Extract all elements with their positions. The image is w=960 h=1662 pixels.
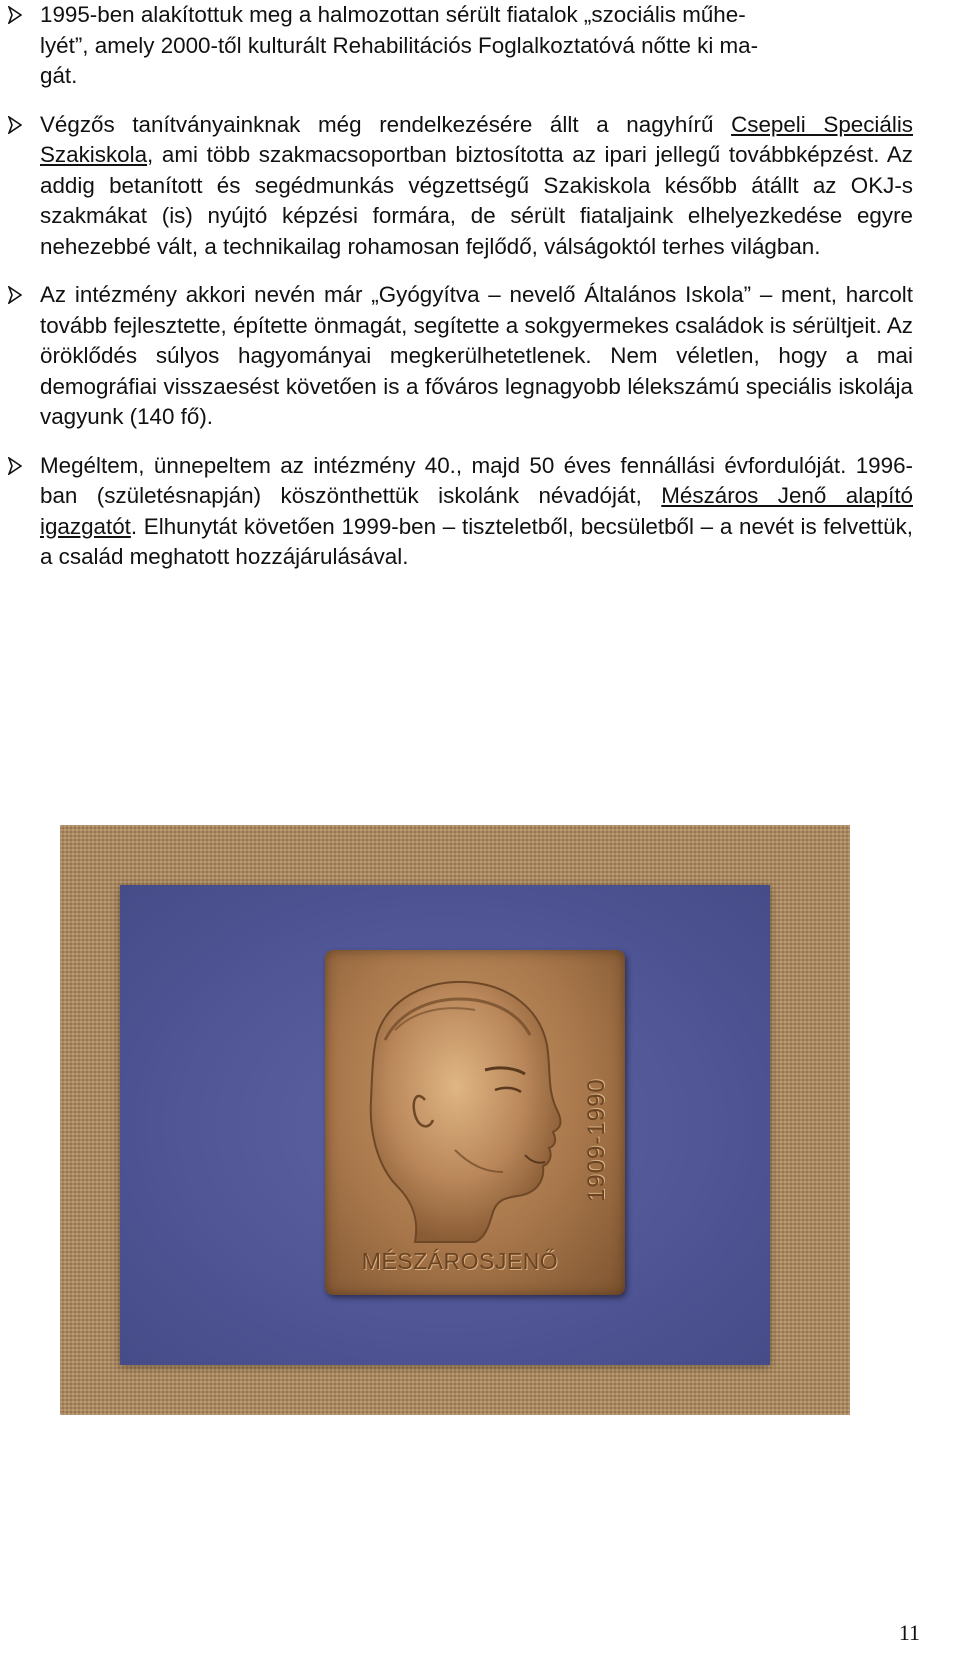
paragraph-1-line-1: 1995-ben alakítottuk meg a halmozottan sérült fiatalok „szociális műhe- <box>40 2 746 27</box>
page-number: 11 <box>898 1620 920 1645</box>
arrowhead-bullet-icon <box>8 457 22 475</box>
paragraph-4-text-before: Megéltem, ünnepeltem az intézmény 40., majd 50 éves fennállási évfordulóját. 1996-ban (születésnapján) köszönthettük iskolánk névadóját, <box>40 452 913 508</box>
csepeli-szakiskola-link[interactable]: Csepeli Speciális Szakiskola <box>40 111 913 167</box>
plaque-photo <box>60 825 850 1415</box>
paragraph-1-line-2: lyét”, amely 2000-től kulturált Rehabilitációs Foglalkoztatóvá nőtte ki ma- <box>40 32 759 58</box>
paragraph-2-text-before: Végzős tanítványainknak még rendelkezésére állt a nagyhírű <box>40 111 732 137</box>
meszaros-jeno-link[interactable]: Mészáros Jenő alapító igazgatót <box>40 483 913 539</box>
bronze-plaque <box>325 950 625 1295</box>
plaque-years: 1909-1990 <box>583 1078 610 1202</box>
bullet-item-4 <box>8 451 913 573</box>
paragraph-4-text-after: . Elhunytát követően 1999-ben – tiszteletből, becsületből – a nevét is felvettük, a család meghatott hozzájárulásával. <box>40 513 913 569</box>
paragraph-2-text-after: , ami több szakmacsoportban biztosította az ipari jellegű továbbképzést. Az addig betanított és segédmunkás végzettségű Szakiskola később átállt az OKJ-s szakmákat (is) nyújtó képzési formára, de sérült fiataljaink elhelyezkedése egyre nehezebbé vált, a technikailag rohamosan fejlődő, válságoktól terhes világban. <box>40 142 913 259</box>
arrowhead-bullet-icon <box>8 6 22 24</box>
arrowhead-bullet-icon <box>8 116 22 134</box>
bullet-item-1 <box>8 0 913 92</box>
bullet-item-2 <box>8 110 913 263</box>
bullet-list <box>8 0 913 573</box>
profile-portrait-relief <box>325 950 625 1295</box>
paragraph-1-line-3: gát. <box>40 63 78 88</box>
bullet-item-3 <box>8 280 913 433</box>
paragraph-3-text: Az intézmény akkori nevén már „Gyógyítva – nevelő Általános Iskola” – ment, harcolt tovább fejlesztette, építette önmagát, segítette a sokgyermekes családok is sérültjeit. Az öröklődés súlyos hagyományai megkerülhetetlenek. Nem véletlen, hogy a mai demográfiai visszaesést követően is a főváros legnagyobb lélekszámú speciális iskolája vagyunk (140 fő). <box>40 282 913 429</box>
arrowhead-bullet-icon <box>8 286 22 304</box>
blue-mat-board <box>120 885 770 1365</box>
plaque-name: MÉSZÁROSJENŐ <box>361 1248 559 1274</box>
